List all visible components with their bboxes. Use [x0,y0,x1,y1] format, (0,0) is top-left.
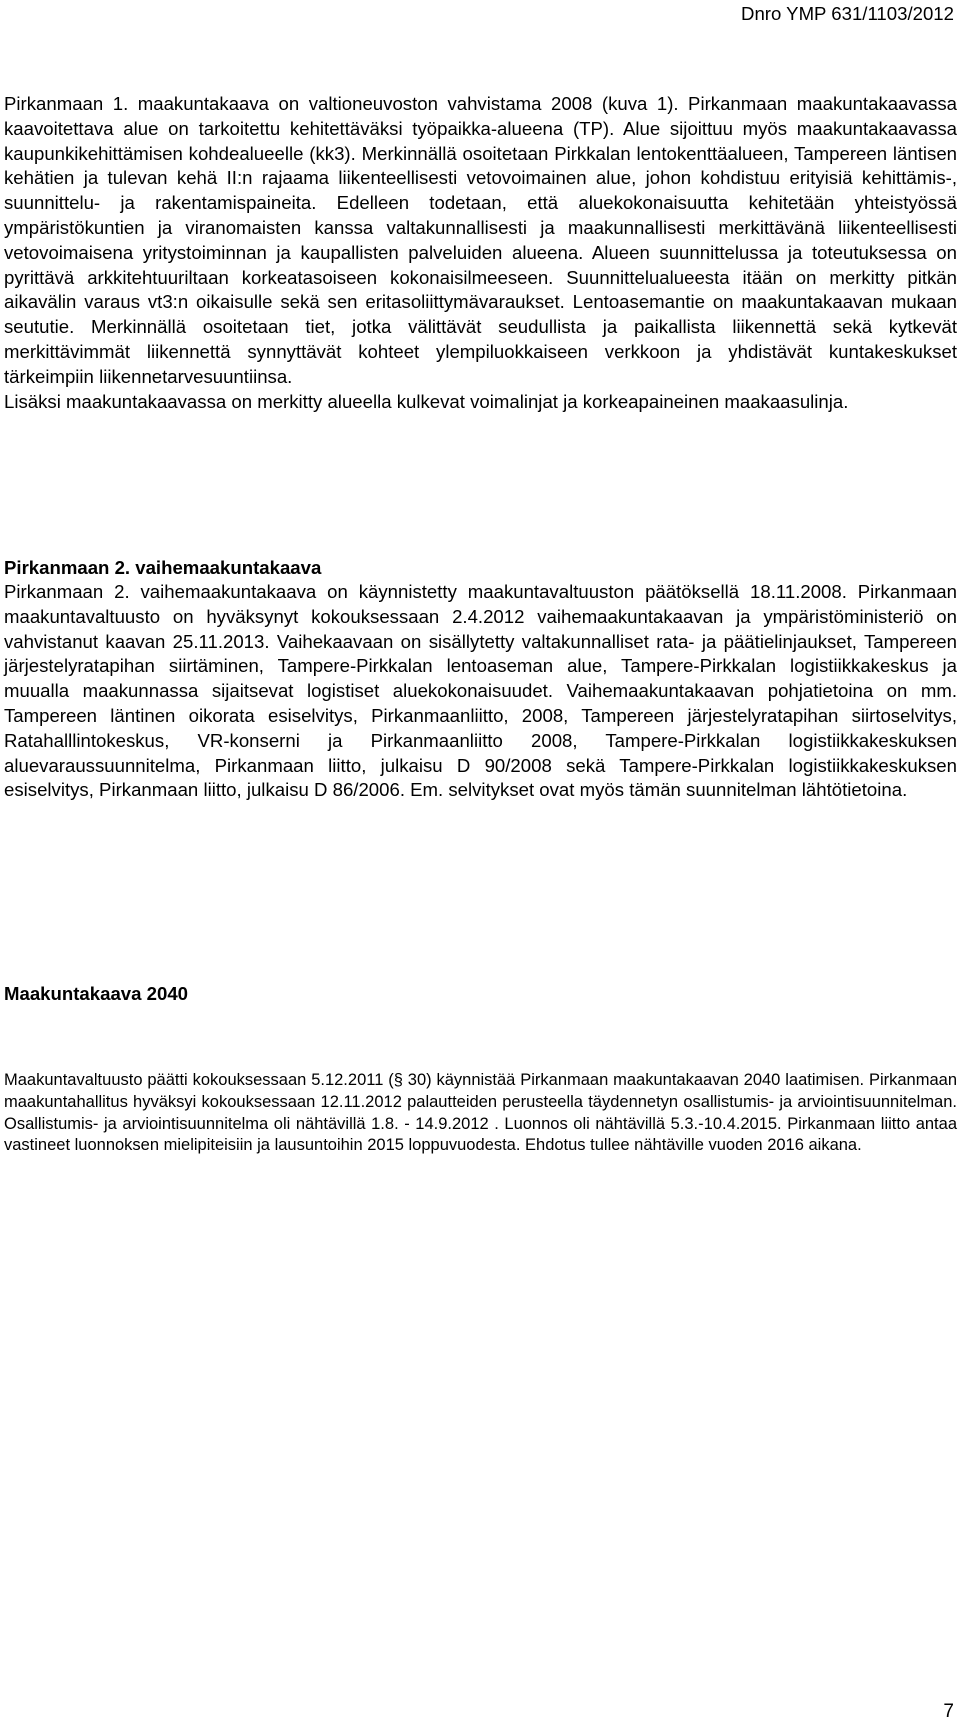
paragraph-voimalinjat: Lisäksi maakuntakaavassa on merkitty alueella kulkevat voimalinjat ja korkeapaineinen maakaasulinja. [4,390,849,412]
section-maakuntakaava-2040 [4,1070,957,1157]
page-number: 7 [943,1701,954,1722]
section-maakuntakaava-1 [4,92,957,414]
document-reference-number: Dnro YMP 631/1103/2012 [741,3,954,24]
heading-maakuntakaava-2040: Maakuntakaava 2040 [4,983,188,1004]
paragraph-maakuntakaava-1: Pirkanmaan 1. maakuntakaava on valtioneuvoston vahvistama 2008 (kuva 1). Pirkanmaan maakuntakaavassa kaavoitettava alue on tarkoitettu kehitettäväksi työpaikka-alueena (TP). Alue sijoittuu myös maakuntakaavassa kaupunkikehittämisen kohdealueelle (kk3). Merkinnällä osoitetaan Pirkkalan lentokenttäalueen, Tampereen läntisen kehätien ja tulevan kehä II:n rajaama liikenteellisesti vetovoimainen alue, johon kohdistuu erityisiä kehittämis-, suunnittelu- ja rakentamispaineita. Edelleen todetaan, että aluekokonaisuutta kehitetään yhteistyössä ympäristökuntien ja viranomaisten kanssa valtakunnallisesti ja maakunnallisesti merkittävänä liikenteellisesti vetovoimaisena yritystoiminnan ja kaupallisten palveluiden alueena. Alueen suunnittelussa ja toteutuksessa on pyrittävä arkkitehtuuriltaan korkeatasoiseen kokonaisilmeeseen. Suunnittelualueesta itään on merkitty pitkän aikavälin varaus vt3:n oikaisulle sekä sen eritasoliittymävaraukset. Lentoasemantie on maakuntakaavan mukaan seututie. Merkinnällä osoitetaan tiet, jotka välittävät seudullista ja paikallista liikennettä sekä kytkevät merkittävimmät liikennettä synnyttävät kohteet ylempiluokkaiseen verkkoon ja yhdistävät kuntakeskukset tärkeimpiin liikennetarvesuuntiinsa. [4,93,957,387]
section-vaihemaakuntakaava [4,556,957,803]
heading-vaihemaakuntakaava: Pirkanmaan 2. vaihemaakuntakaava [4,557,322,578]
paragraph-vaihemaakuntakaava: Pirkanmaan 2. vaihemaakuntakaava on käynnistetty maakuntavaltuuston päätöksellä 18.11.2008. Pirkanmaan maakuntavaltuusto on hyväksynyt kokouksessaan 2.4.2012 vaihemaakuntakaavan ja ympäristöministeriö on vahvistanut kaavan 25.11.2013. Vaihekaavaan on sisällytetty valtakunnalliset rata- ja päätielinjaukset, Tampereen järjestelyratapihan siirtäminen, Tampere-Pirkkalan lentoaseman alue, Tampere-Pirkkalan logistiikkakeskus ja muualla maakunnassa sijaitsevat logistiset aluekokonaisuudet. Vaihemaakuntakaavan pohjatietoina on mm. Tampereen läntinen oikorata esiselvitys, Pirkanmaanliitto, 2008, Tampereen järjestelyratapihan siirtoselvitys, Ratahalllintokeskus, VR-konserni ja Pirkanmaanliitto 2008, Tampere-Pirkkalan logistiikkakeskuksen aluevaraussuunnitelma, Pirkanmaan liitto, julkaisu D 90/2008 sekä Tampere-Pirkkalan logistiikkakeskuksen esiselvitys, Pirkanmaan liitto, julkaisu D 86/2006. Em. selvitykset ovat myös tämän suunnitelman lähtötietoina. [4,581,957,801]
paragraph-maakuntakaava-2040: Maakuntavaltuusto päätti kokouksessaan 5.12.2011 (§ 30) käynnistää Pirkanmaan maakuntakaavan 2040 laatimisen. Pirkanmaan maakuntahallitus hyväksyi kokouksessaan 12.11.2012 palautteiden perusteella täydennetyn osallistumis- ja arviointisuunnitelman. Osallistumis- ja arviointisuunnitelma oli nähtävillä 1.8. - 14.9.2012 . Luonnos oli nähtävillä 5.3.-10.4.2015. Pirkanmaan liitto antaa vastineet luonnoksen mielipiteisiin ja lausuntoihin 2015 loppuvuodesta. Ehdotus tullee nähtäville vuoden 2016 aikana. [4,1071,957,1155]
